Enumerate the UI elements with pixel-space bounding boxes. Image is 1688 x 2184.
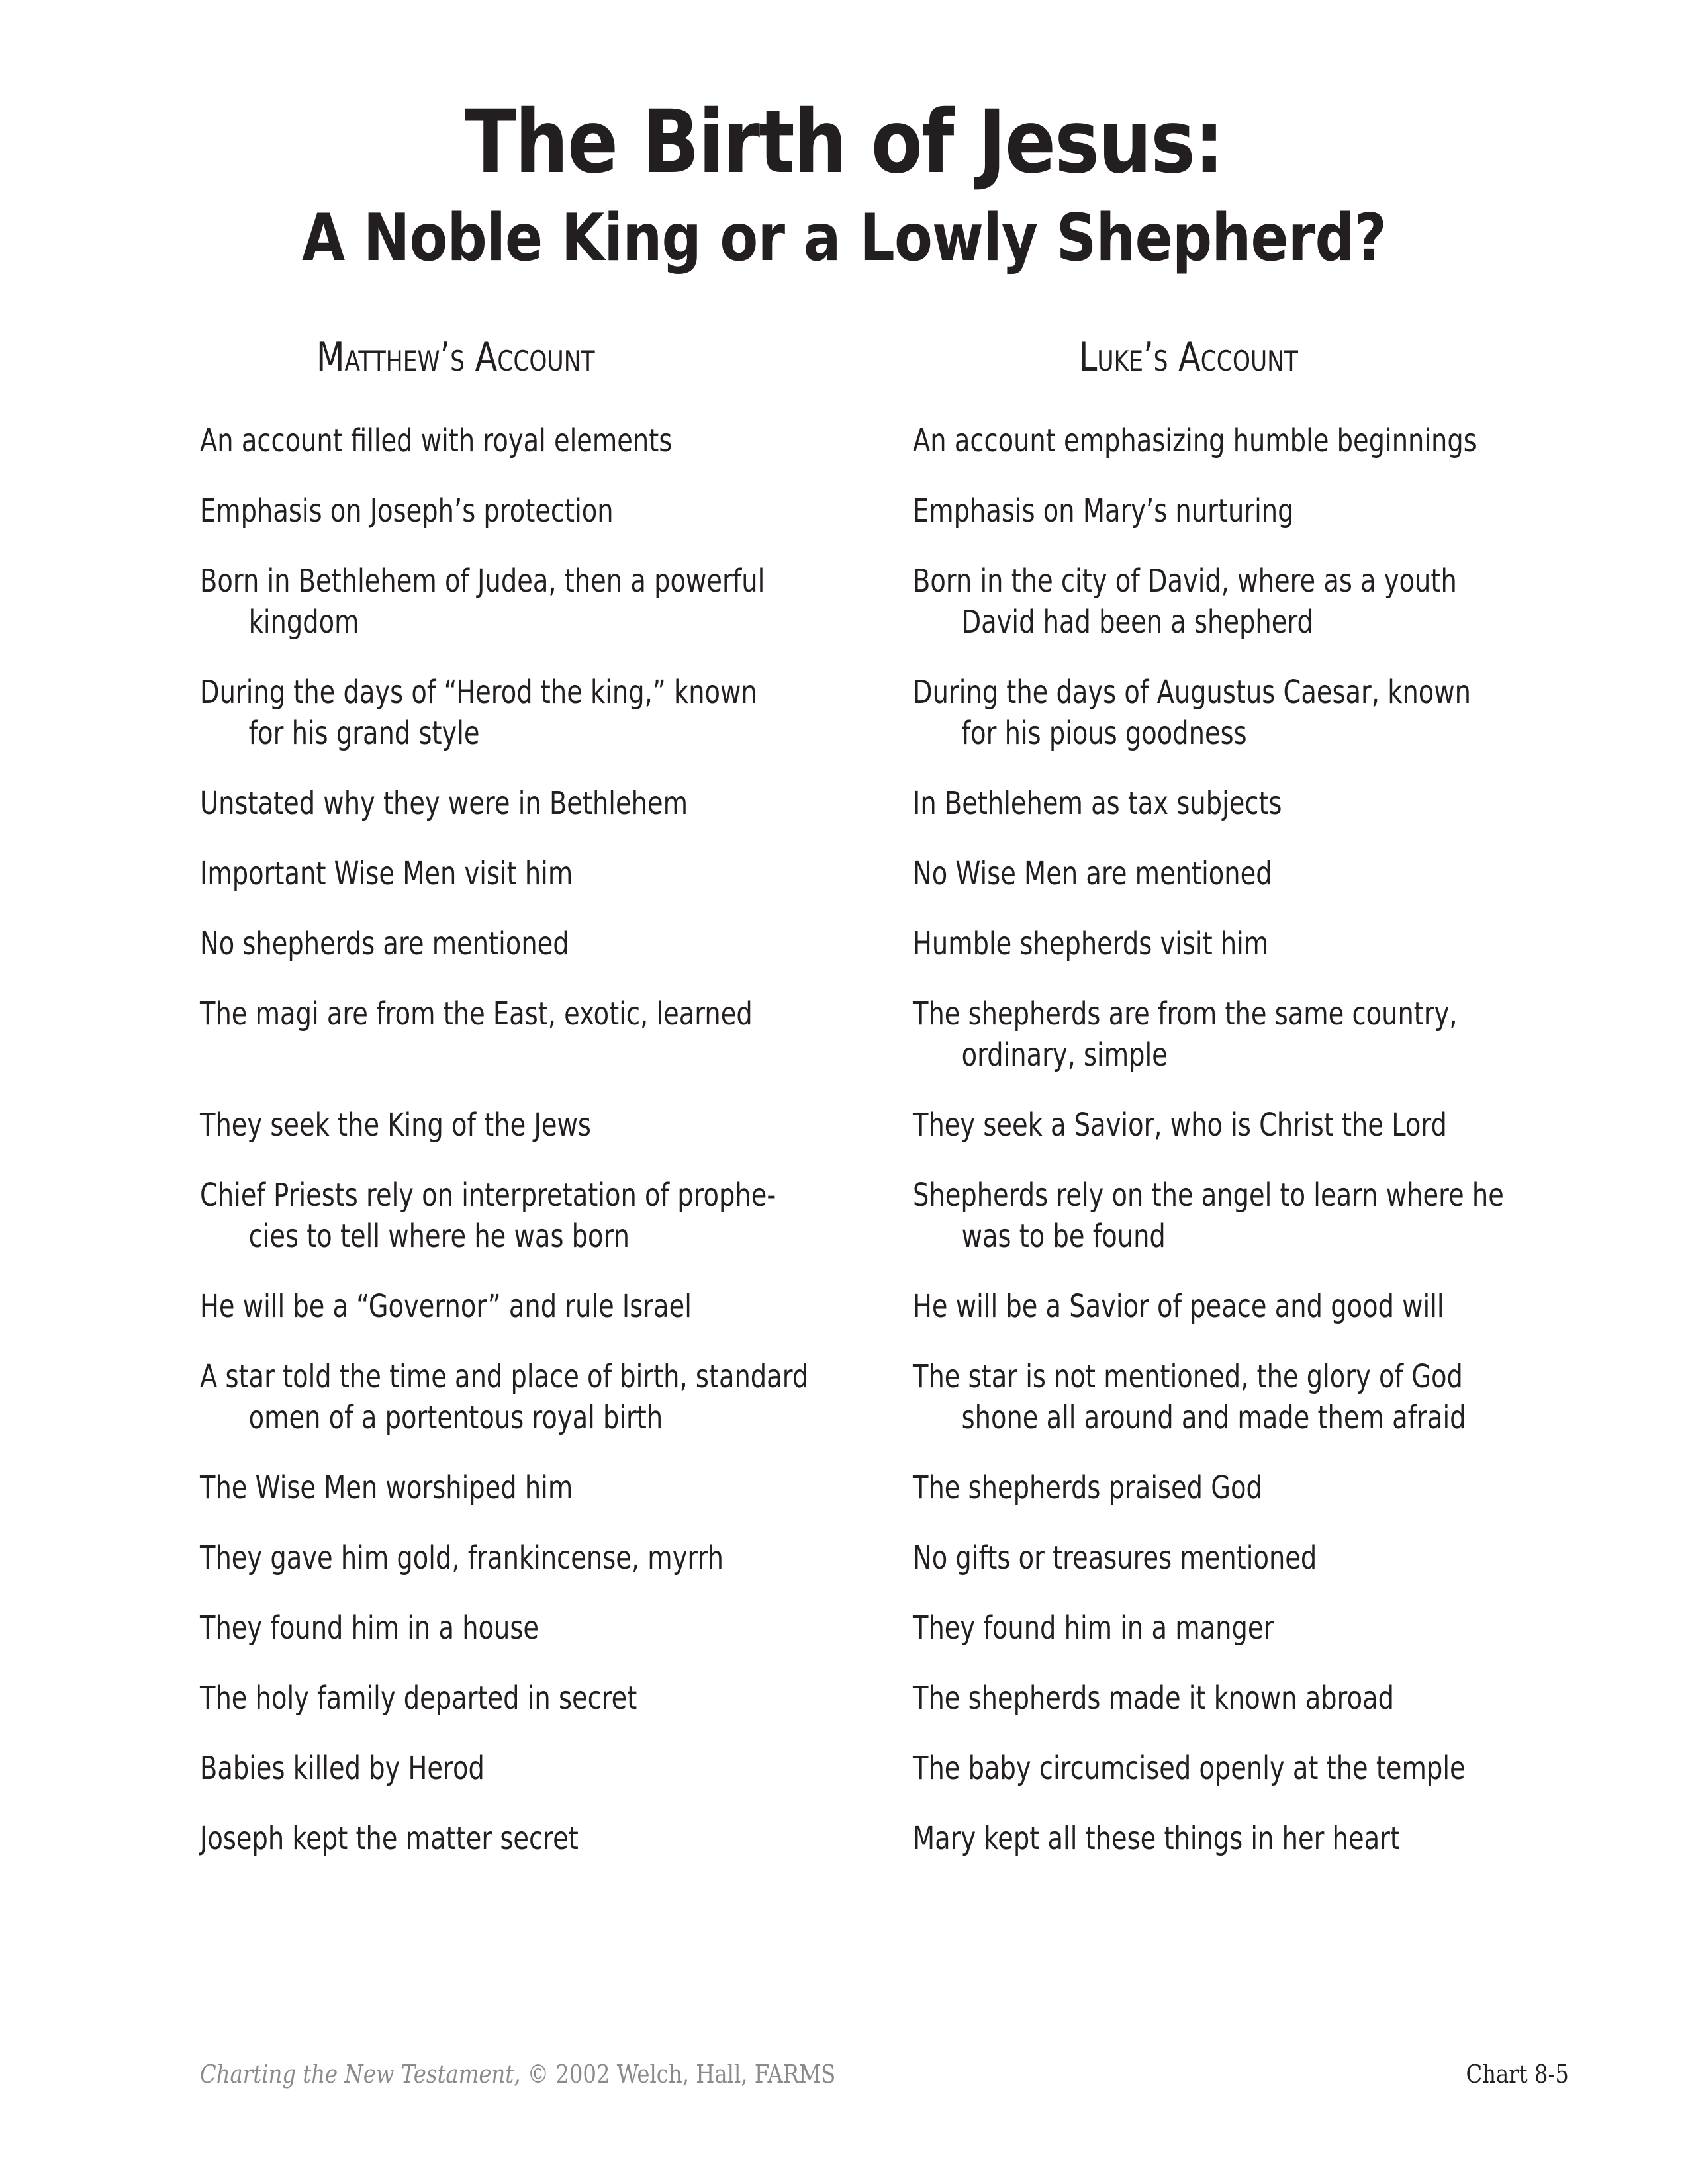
entry-line: No shepherds are mentioned [200, 925, 569, 962]
entry-line: Emphasis on Joseph’s protection [200, 492, 614, 529]
luke-entry [913, 783, 1282, 824]
luke-entry [913, 672, 1471, 754]
entry-line: A star told the time and place of birth, standard [200, 1358, 809, 1395]
entry-line: The magi are from the East, exotic, learned [200, 995, 753, 1032]
entry-continuation-line: kingdom [248, 604, 359, 641]
page-subtitle: A Noble King or a Lowly Shepherd? [301, 201, 1387, 276]
entry-continuation-line: was to be found [961, 1218, 1166, 1255]
entry-continuation-line: cies to tell where he was born [248, 1218, 630, 1255]
entry-line: Mary kept all these things in her heart [913, 1820, 1400, 1857]
luke-entry [913, 1286, 1444, 1327]
entry-line: During the days of Augustus Caesar, known [913, 674, 1472, 711]
entry-line: They gave him gold, frankincense, myrrh [200, 1539, 724, 1576]
entry-line: The holy family departed in secret [200, 1680, 637, 1717]
entry-continuation-line: shone all around and made them afraid [961, 1399, 1466, 1436]
luke-column-header: Luke’s Account [1079, 334, 1298, 381]
entry-continuation-line: for his grand style [248, 715, 480, 752]
luke-entry [913, 1105, 1447, 1146]
entry-continuation-line: omen of a portentous royal birth [248, 1399, 663, 1436]
footer-copyright: © 2002 Welch, Hall, FARMS [520, 2060, 836, 2089]
matthew-column-header: Matthew’s Account [316, 334, 595, 381]
luke-entry [913, 561, 1457, 643]
entry-line: The star is not mentioned, the glory of God [913, 1358, 1463, 1395]
entry-line: He will be a “Governor” and rule Israel [200, 1288, 692, 1325]
entry-line: In Bethlehem as tax subjects [913, 785, 1282, 822]
entry-line: The shepherds are from the same country, [913, 995, 1458, 1032]
footer-book-title: Charting the New Testament, [200, 2060, 521, 2089]
entry-line: Shepherds rely on the angel to learn where he [913, 1177, 1504, 1214]
entry-continuation-line: David had been a shepherd [961, 604, 1313, 641]
entry-line: Born in Bethlehem of Judea, then a powerful [200, 563, 765, 600]
matthew-entry [200, 993, 753, 1034]
luke-entry [913, 923, 1268, 964]
matthew-entry [200, 1175, 776, 1257]
entry-line: Humble shepherds visit him [913, 925, 1269, 962]
footer-chart-number: Chart 8-5 [1466, 2060, 1569, 2089]
luke-entry [913, 1818, 1400, 1859]
entry-line: They seek a Savior, who is Christ the Lord [913, 1107, 1447, 1144]
matthew-entry [200, 561, 765, 643]
matthew-entry [200, 1105, 591, 1146]
entry-line: Unstated why they were in Bethlehem [200, 785, 688, 822]
entry-line: Emphasis on Mary’s nurturing [913, 492, 1294, 529]
entry-continuation-line: for his pious goodness [961, 715, 1247, 752]
entry-line: The Wise Men worshiped him [200, 1469, 573, 1506]
page-title: The Birth of Jesus: [465, 91, 1223, 193]
entry-line: The shepherds made it known abroad [913, 1680, 1394, 1717]
matthew-entry [200, 923, 569, 964]
entry-line: The baby circumcised openly at the temple [913, 1750, 1466, 1787]
entry-line: An account filled with royal elements [200, 422, 673, 459]
matthew-entry [200, 1286, 692, 1327]
luke-entry [913, 1467, 1262, 1508]
luke-entry [913, 1608, 1274, 1649]
luke-entry [913, 1537, 1317, 1578]
matthew-entry [200, 783, 688, 824]
entry-line: Born in the city of David, where as a youth [913, 563, 1457, 600]
luke-entry [913, 490, 1293, 531]
entry-line: Chief Priests rely on interpretation of prophe- [200, 1177, 776, 1214]
entry-line: Joseph kept the matter secret [200, 1820, 579, 1857]
entry-line: Important Wise Men visit him [200, 855, 573, 892]
entry-line: They seek the King of the Jews [200, 1107, 591, 1144]
entry-continuation-line: ordinary, simple [961, 1036, 1168, 1073]
luke-entry [913, 1175, 1504, 1257]
matthew-entry [200, 1467, 573, 1508]
matthew-entry [200, 1678, 637, 1719]
matthew-entry [200, 420, 672, 461]
luke-entry [913, 1356, 1466, 1438]
entry-line: No gifts or treasures mentioned [913, 1539, 1317, 1576]
matthew-entry [200, 1608, 539, 1649]
entry-line: An account emphasizing humble beginnings [913, 422, 1477, 459]
entry-line: Babies killed by Herod [200, 1750, 485, 1787]
luke-entry [913, 1748, 1466, 1789]
entry-line: They found him in a manger [913, 1610, 1274, 1647]
entry-line: He will be a Savior of peace and good will [913, 1288, 1444, 1325]
matthew-entry [200, 490, 614, 531]
matthew-entry [200, 1356, 808, 1438]
matthew-entry [200, 1748, 485, 1789]
matthew-entry [200, 853, 573, 894]
luke-entry [913, 853, 1272, 894]
entry-line: No Wise Men are mentioned [913, 855, 1272, 892]
matthew-entry [200, 672, 757, 754]
luke-entry [913, 993, 1458, 1075]
footer-source [200, 2060, 835, 2089]
matthew-entry [200, 1537, 724, 1578]
entry-line: The shepherds praised God [913, 1469, 1262, 1506]
luke-entry [913, 1678, 1394, 1719]
luke-entry [913, 420, 1477, 461]
matthew-entry [200, 1818, 579, 1859]
entry-line: During the days of “Herod the king,” known [200, 674, 757, 711]
entry-line: They found him in a house [200, 1610, 539, 1647]
